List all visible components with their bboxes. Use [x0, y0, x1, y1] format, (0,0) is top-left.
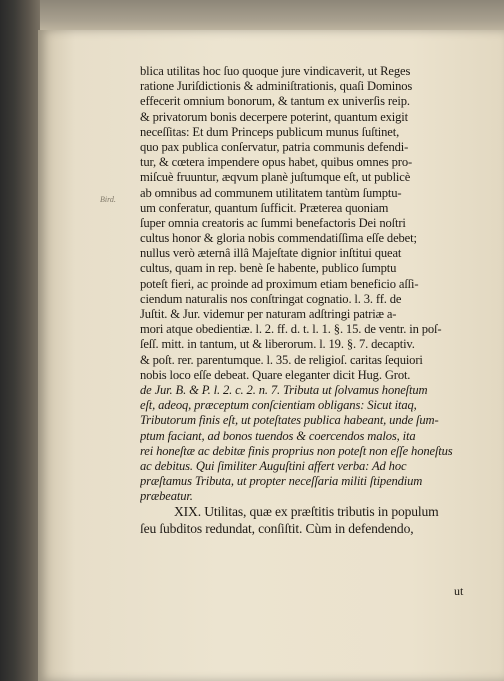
text-line: blica utilitas hoc ſuo quoque jure vindicaverit, ut Reges: [140, 64, 411, 78]
text-line: & privatorum bonis decerpere poterint, quantum exigit: [140, 109, 408, 124]
text-line: um conferatur, quantum ſufficit. Præterea quoniam: [140, 200, 389, 215]
text-line: neceſſitas: Et dum Princeps publicum munus ſuſtinet,: [140, 124, 400, 139]
text-line: poteſt fieri, ac proinde ad proximum etiam beneficio aſſi-: [140, 276, 419, 291]
text-line: XIX. Utilitas, quæ ex præſtitis tributis in populum: [174, 504, 439, 520]
text-line: Juſtit. & Jur. videmur per naturam adſtringi patriæ a-: [140, 307, 397, 321]
text-line: effecerit omnium bonorum, & tantum ex univerſis reip.: [140, 94, 410, 109]
text-line: cultus honor & gloria nobis commendatiſſima eſſe debet;: [140, 231, 417, 246]
text-line: de Jur. B. & P. l. 2. c. 2. n. 7. Tributa ut ſolvamus honeſtum: [140, 382, 428, 397]
text-line: miſcuè fruuntur, æqvum planè juſtumque eſt, ut publicè: [140, 170, 411, 185]
text-line: præſtamus Tributa, ut propter neceſſaria militi ſtipendium: [140, 474, 423, 489]
margin-annotation: Bird.: [100, 195, 116, 204]
text-line: ptum faciant, ad bonos tuendos & coercendos malos, ita: [140, 428, 416, 443]
text-line: mori atque obedientiæ. l. 2. ff. d. t. l. 1. §. 15. de ventr. in poſ-: [140, 322, 442, 337]
text-line: ab omnibus ad communem utilitatem tantùm ſumptu-: [140, 185, 402, 200]
text-line: & poſt. rer. parentumque. l. 35. de religioſ. caritas ſequiori: [140, 352, 423, 367]
text-line: Tributorum finis eſt, ut poteſtates publica habeant, unde ſum-: [140, 413, 439, 428]
text-line: ac debitus. Qui ſimiliter Auguſtini affert verba: Ad hoc: [140, 458, 407, 473]
text-line: ſeſſ. mitt. in tantum, ut & liberorum. l. 19. §. 7. decaptiv.: [140, 337, 415, 352]
text-line: rei honeſtæ ac debitæ finis proprius non poteſt non eſſe honeſtus: [140, 443, 453, 458]
text-line: nullus verò æternâ illâ Majeſtate dignior inſtitui queat: [140, 246, 402, 261]
text-line: quo pax publica conſervatur, patria communis defendi-: [140, 139, 409, 154]
body-text: [140, 64, 502, 537]
text-line: præbeatur.: [140, 489, 193, 504]
text-line: ſeu ſubditos redundat, conſiſtit. Cùm in defendendo,: [140, 520, 414, 536]
text-line: eſt, adeoq, præceptum conſcientiam obligans: Sicut itaq,: [140, 398, 417, 413]
text-line: tur, & cœtera impendere opus habet, quibus omnes pro-: [140, 155, 413, 170]
text-line: ſuper omnia creatoris ac ſummi benefactoris Dei noſtri: [140, 215, 406, 230]
catchword: ut: [454, 584, 464, 598]
text-line: nobis loco eſſe debeat. Quare eleganter dicit Hug. Grot.: [140, 367, 411, 382]
text-line: ciendum naturalis nos conſtringat cognatio. l. 3. ff. de: [140, 291, 402, 306]
text-line: ratione Juriſdictionis & adminiſtrationis, quaſi Dominos: [140, 79, 413, 94]
text-line: cultus, quam in rep. benè ſe habente, publico ſumptu: [140, 261, 397, 276]
